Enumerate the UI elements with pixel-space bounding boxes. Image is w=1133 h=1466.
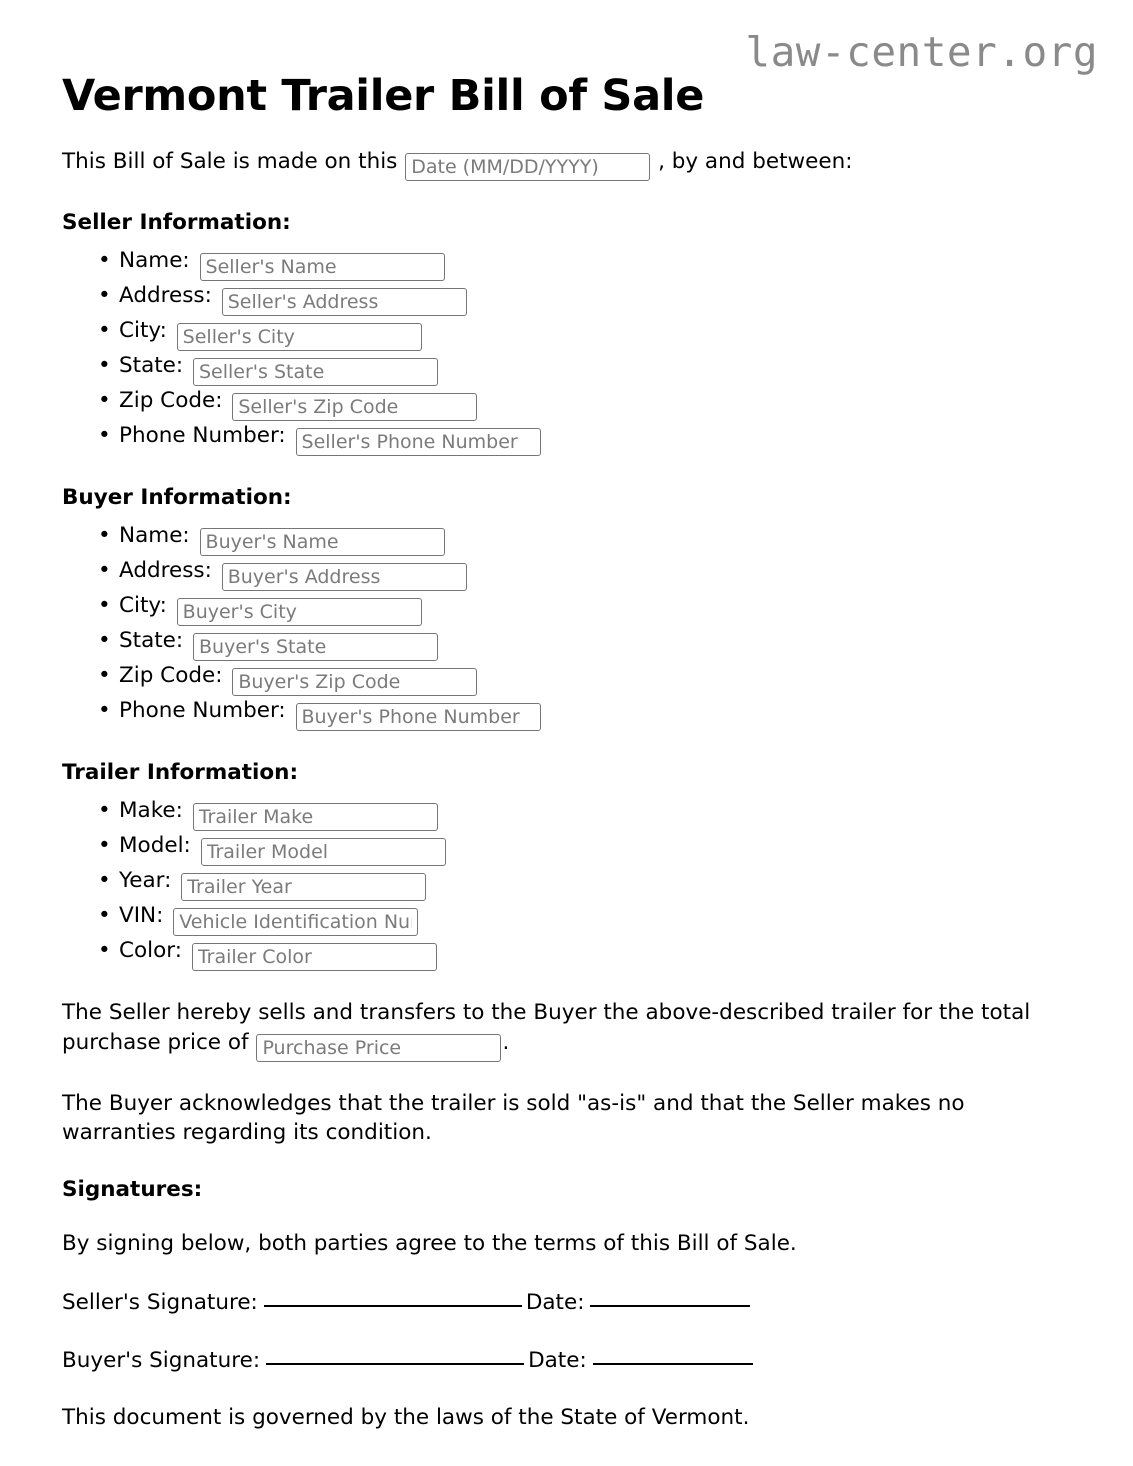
trailer-vin-input[interactable] [173, 908, 418, 936]
list-item [98, 281, 1071, 316]
signatures-heading: Signatures: [62, 1177, 203, 1203]
list-item [98, 936, 1071, 971]
buyer-signature-rule[interactable] [266, 1363, 524, 1365]
seller-section-heading: Seller Information: [62, 210, 291, 236]
buyer-field-list [62, 521, 1071, 731]
seller-address-input[interactable] [222, 288, 467, 316]
seller-signature-line [62, 1288, 1071, 1318]
seller-signature-rule[interactable] [264, 1305, 522, 1307]
seller-phone-input[interactable] [296, 428, 541, 456]
list-item [98, 316, 1071, 351]
seller-city-label: City: [119, 318, 167, 344]
trailer-model-label: Model: [119, 833, 191, 859]
trailer-model-input[interactable] [201, 838, 446, 866]
buyer-signature-label: Buyer's Signature: [62, 1348, 261, 1374]
intro-text-after: , by and between: [658, 149, 853, 175]
trailer-color-label: Color: [119, 938, 182, 964]
seller-address-label: Address: [119, 283, 212, 309]
seller-state-input[interactable] [193, 358, 438, 386]
trailer-section-heading: Trailer Information: [62, 760, 299, 786]
page-title: Vermont Trailer Bill of Sale [62, 71, 705, 121]
seller-state-label: State: [119, 353, 184, 379]
buyer-zip-input[interactable] [232, 668, 477, 696]
buyer-state-label: State: [119, 628, 184, 654]
list-item [98, 661, 1071, 696]
date-input[interactable] [405, 153, 650, 181]
seller-name-input[interactable] [200, 253, 445, 281]
signatures-intro: By signing below, both parties agree to the terms of this Bill of Sale. [62, 1231, 797, 1257]
buyer-phone-label: Phone Number: [119, 698, 286, 724]
list-item [98, 626, 1071, 661]
list-item [98, 866, 1071, 901]
trailer-make-input[interactable] [193, 803, 438, 831]
buyer-state-input[interactable] [193, 633, 438, 661]
intro-paragraph [62, 147, 1071, 181]
seller-zip-label: Zip Code: [119, 388, 223, 414]
seller-signature-label: Seller's Signature: [62, 1289, 258, 1315]
list-item [98, 591, 1071, 626]
trailer-year-input[interactable] [181, 873, 426, 901]
buyer-date-rule[interactable] [593, 1363, 753, 1365]
buyer-phone-input[interactable] [296, 703, 541, 731]
trailer-field-list [62, 796, 1071, 971]
seller-date-label: Date: [525, 1289, 585, 1315]
sale-clause-text: The Seller hereby sells and transfers to the Buyer the above-described trailer for the total purchase price of [62, 1000, 1031, 1055]
list-item [98, 901, 1071, 936]
list-item [98, 556, 1071, 591]
trailer-color-input[interactable] [192, 943, 437, 971]
trailer-make-label: Make: [119, 798, 183, 824]
buyer-city-input[interactable] [177, 598, 422, 626]
sale-clause-period: . [502, 1029, 510, 1055]
intro-text-before: This Bill of Sale is made on this [62, 149, 398, 175]
buyer-address-label: Address: [119, 558, 212, 584]
buyer-section-heading: Buyer Information: [62, 485, 292, 511]
seller-zip-input[interactable] [232, 393, 477, 421]
buyer-address-input[interactable] [222, 563, 467, 591]
sale-clause-paragraph [62, 998, 1071, 1062]
buyer-zip-label: Zip Code: [119, 663, 223, 689]
governing-law-paragraph: This document is governed by the laws of the State of Vermont. [62, 1405, 750, 1431]
list-item [98, 521, 1071, 556]
seller-name-label: Name: [119, 248, 190, 274]
list-item [98, 696, 1071, 731]
site-watermark: law-center.org [745, 28, 1098, 76]
purchase-price-input[interactable] [256, 1034, 501, 1062]
buyer-signature-line [62, 1346, 1071, 1376]
seller-city-input[interactable] [177, 323, 422, 351]
buyer-name-label: Name: [119, 523, 190, 549]
trailer-vin-label: VIN: [119, 903, 164, 929]
as-is-clause-paragraph: The Buyer acknowledges that the trailer is sold "as-is" and that the Seller makes no warranties regarding its condition. [62, 1090, 965, 1146]
list-item [98, 831, 1071, 866]
buyer-city-label: City: [119, 593, 167, 619]
list-item [98, 796, 1071, 831]
buyer-name-input[interactable] [200, 528, 445, 556]
seller-phone-label: Phone Number: [119, 423, 286, 449]
list-item [98, 246, 1071, 281]
seller-field-list [62, 246, 1071, 456]
list-item [98, 421, 1071, 456]
trailer-year-label: Year: [119, 868, 172, 894]
list-item [98, 351, 1071, 386]
seller-date-rule[interactable] [590, 1305, 750, 1307]
list-item [98, 386, 1071, 421]
buyer-date-label: Date: [528, 1348, 587, 1374]
